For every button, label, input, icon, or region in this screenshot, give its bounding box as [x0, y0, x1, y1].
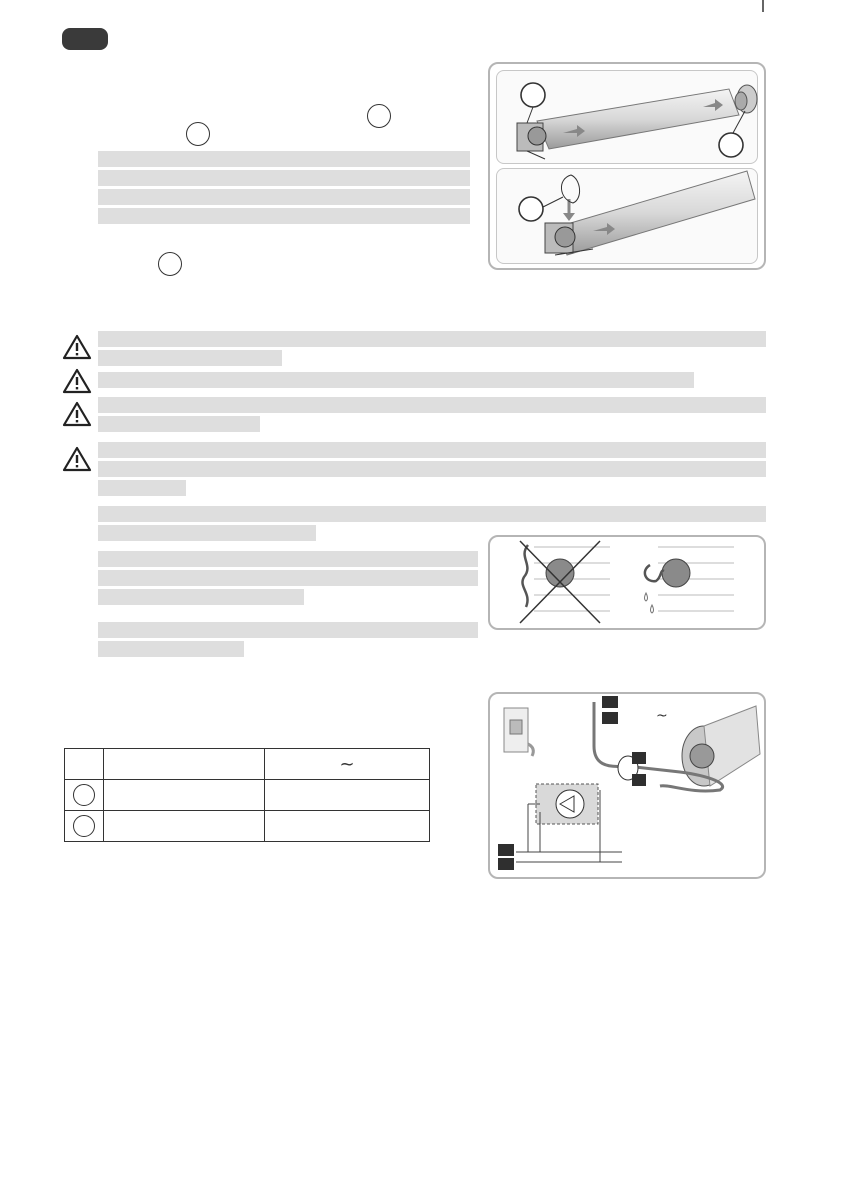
- tube-motor-insertion-diagram: [497, 71, 759, 165]
- table-cell: [65, 811, 104, 842]
- wire-label-block: [632, 774, 646, 786]
- warning-text-line: [98, 397, 766, 413]
- cable-drip-loop-diagram: [490, 537, 764, 628]
- warning-triangle-icon: [62, 401, 92, 427]
- callout-marker-fig-3: [519, 197, 543, 221]
- warning-triangle-icon: [62, 368, 92, 394]
- text-line: [98, 525, 316, 541]
- callout-marker-fig-1: [521, 83, 545, 107]
- warning-triangle-icon: [62, 446, 92, 472]
- text-line: [98, 170, 470, 186]
- figure-step-b: [496, 168, 758, 264]
- warning-text-line: [98, 350, 282, 366]
- table-cell: [104, 811, 265, 842]
- text-line: [98, 589, 304, 605]
- vertical-rule-icon: [760, 0, 766, 12]
- tube-motor-figure: [488, 62, 766, 270]
- text-line: [98, 551, 478, 567]
- tube-motor-clip-diagram: [497, 169, 759, 265]
- table-cell: [265, 780, 430, 811]
- figure-step-a: [496, 70, 758, 164]
- wire-label-block: [602, 712, 618, 724]
- wiring-figure: [488, 692, 766, 879]
- ac-supply-symbol: ~: [339, 753, 355, 775]
- text-line: [98, 189, 470, 205]
- table-header-cell: [265, 749, 430, 780]
- text-line: [98, 151, 470, 167]
- text-line: [98, 641, 244, 657]
- table-row: [65, 780, 430, 811]
- cable-drip-figure: [488, 535, 766, 630]
- table-row: [65, 811, 430, 842]
- text-line: [98, 622, 478, 638]
- warning-text-line: [98, 372, 694, 388]
- wire-label-block: [498, 844, 514, 856]
- table-header-cell: [65, 749, 104, 780]
- row-marker: [73, 784, 95, 806]
- wire-label-block: [498, 858, 514, 870]
- text-line: [98, 506, 766, 522]
- row-marker: [73, 815, 95, 837]
- ac-supply-symbol: ~: [656, 708, 668, 724]
- language-tag: [62, 28, 108, 50]
- callout-marker-fig-2: [719, 133, 743, 157]
- wire-label-block: [602, 696, 618, 708]
- wire-label-block: [632, 752, 646, 764]
- warning-text-line: [98, 480, 186, 496]
- table-cell: [65, 780, 104, 811]
- warning-text-line: [98, 416, 260, 432]
- warning-text-line: [98, 442, 766, 458]
- text-line: [98, 208, 470, 224]
- callout-marker-3: [158, 252, 182, 276]
- table-cell: [104, 780, 265, 811]
- warning-triangle-icon: [62, 334, 92, 360]
- table-header-row: [65, 749, 430, 780]
- text-line: [98, 570, 478, 586]
- callout-marker-1: [367, 104, 391, 128]
- table-cell: [265, 811, 430, 842]
- wiring-diagram: [490, 694, 764, 877]
- wiring-spec-table: [64, 748, 430, 842]
- warning-text-line: [98, 461, 766, 477]
- table-header-cell: [104, 749, 265, 780]
- warning-text-line: [98, 331, 766, 347]
- callout-marker-2: [186, 122, 210, 146]
